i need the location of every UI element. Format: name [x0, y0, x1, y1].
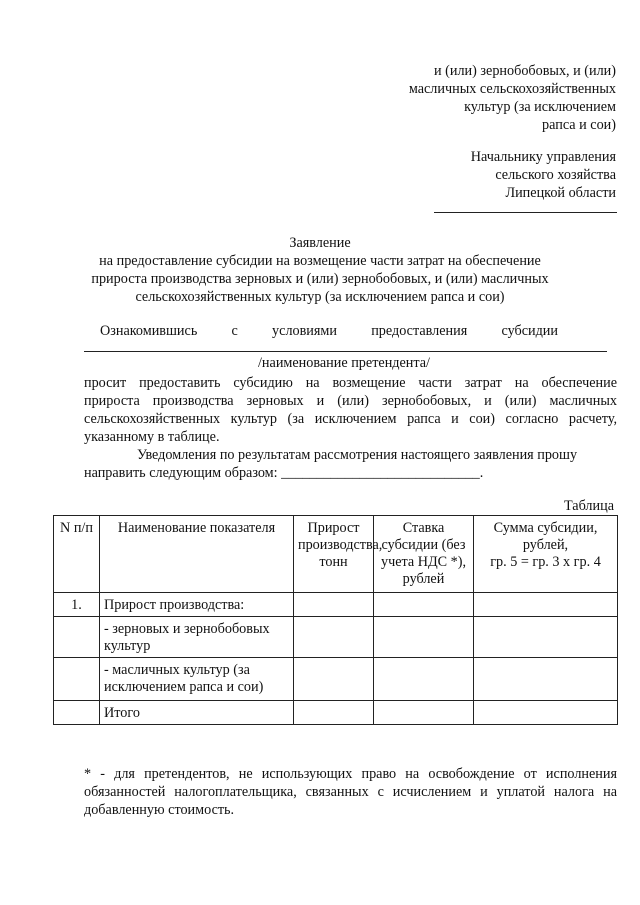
recipient-name-line[interactable] — [434, 212, 617, 213]
row-num — [54, 701, 100, 725]
sum-cell[interactable] — [474, 593, 618, 617]
header-num: N п/п — [54, 516, 100, 593]
growth-cell[interactable] — [294, 593, 374, 617]
header-sum-line: гр. 5 = гр. 3 x гр. 4 — [490, 554, 601, 570]
row-num — [54, 617, 100, 658]
document-title: Заявление — [289, 235, 351, 251]
row-name: - масличных культур (за исключением рапса и сои) — [100, 658, 294, 701]
header-name: Наименование показателя — [100, 516, 294, 593]
notification-paragraph — [84, 446, 617, 482]
rate-cell[interactable] — [374, 701, 474, 725]
sum-cell[interactable] — [474, 701, 618, 725]
header-sum-line: Сумма субсидии, — [493, 520, 598, 536]
row-num: 1. — [54, 593, 100, 617]
growth-cell[interactable] — [294, 701, 374, 725]
row-name: Прирост производства: — [100, 593, 294, 617]
rate-cell[interactable] — [374, 593, 474, 617]
title-line: прироста производства зерновых и (или) зернобобовых, и (или) масличных — [91, 271, 549, 287]
intro-line — [100, 322, 558, 340]
recipient-line: Начальнику управления — [470, 149, 616, 165]
address-line: рапса и сои) — [542, 117, 616, 133]
recipient-line: сельского хозяйства — [495, 167, 616, 183]
intro-word: предоставления — [371, 323, 468, 339]
rate-cell[interactable] — [374, 658, 474, 701]
header-sum — [474, 516, 618, 593]
footnote-line: обязанностей налогоплательщика, связанных с исчислением и уплатой налога на — [84, 784, 617, 800]
sum-cell[interactable] — [474, 658, 618, 701]
address-block — [409, 62, 616, 134]
table-row — [54, 658, 618, 701]
header-rate: Ставка субсидии (без учета НДС *), рублей — [374, 516, 474, 593]
recipient-block — [471, 148, 616, 202]
notify-line: направить следующим образом: ____________________________. — [84, 465, 484, 481]
notify-line: Уведомления по результатам рассмотрения настоящего заявления прошу — [137, 447, 578, 463]
document-title-block — [24, 234, 616, 306]
intro-word: с — [231, 323, 238, 339]
sum-cell[interactable] — [474, 617, 618, 658]
header-growth: Прирост производства, тонн — [294, 516, 374, 593]
address-line: и (или) зернобобовых, и (или) — [434, 63, 616, 79]
body-line: прироста производства зерновых и (или) зернобобовых, и (или) масличных — [84, 393, 617, 409]
footnote — [84, 765, 617, 819]
table-label: Таблица — [563, 498, 614, 514]
table-row — [54, 593, 618, 617]
subsidy-table — [53, 515, 618, 725]
intro-word: субсидии — [501, 323, 558, 339]
applicant-name-line[interactable] — [84, 351, 607, 352]
header-sum-line: рублей, — [522, 537, 569, 553]
recipient-line: Липецкой области — [505, 185, 616, 201]
title-line: сельскохозяйственных культур (за исключением рапса и сои) — [135, 289, 505, 305]
rate-cell[interactable] — [374, 617, 474, 658]
request-paragraph — [84, 374, 617, 446]
address-line: культур (за исключением — [464, 99, 616, 115]
footnote-line: * - для претендентов, не использующих право на освобождение от исполнения — [84, 766, 617, 782]
address-line: масличных сельскохозяйственных — [408, 81, 616, 97]
body-line: сельскохозяйственных культур (за исключением рапса и сои) согласно расчету, — [84, 411, 617, 427]
growth-cell[interactable] — [294, 617, 374, 658]
table-row — [54, 617, 618, 658]
growth-cell[interactable] — [294, 658, 374, 701]
row-name: - зерновых и зернобобовых культур — [100, 617, 294, 658]
row-num — [54, 658, 100, 701]
table-header-row — [54, 516, 618, 593]
applicant-name-caption: /наименование претендента/ — [257, 355, 431, 371]
footnote-line: добавленную стоимость. — [84, 802, 235, 818]
intro-word: условиями — [272, 323, 337, 339]
intro-word: Ознакомившись — [100, 323, 198, 339]
title-line: на предоставление субсидии на возмещение части затрат на обеспечение — [99, 253, 541, 269]
body-line: просит предоставить субсидию на возмещение части затрат на обеспечение — [84, 375, 617, 391]
table-row-total — [54, 701, 618, 725]
row-name: Итого — [100, 701, 294, 725]
body-line: указанному в таблице. — [84, 429, 220, 445]
